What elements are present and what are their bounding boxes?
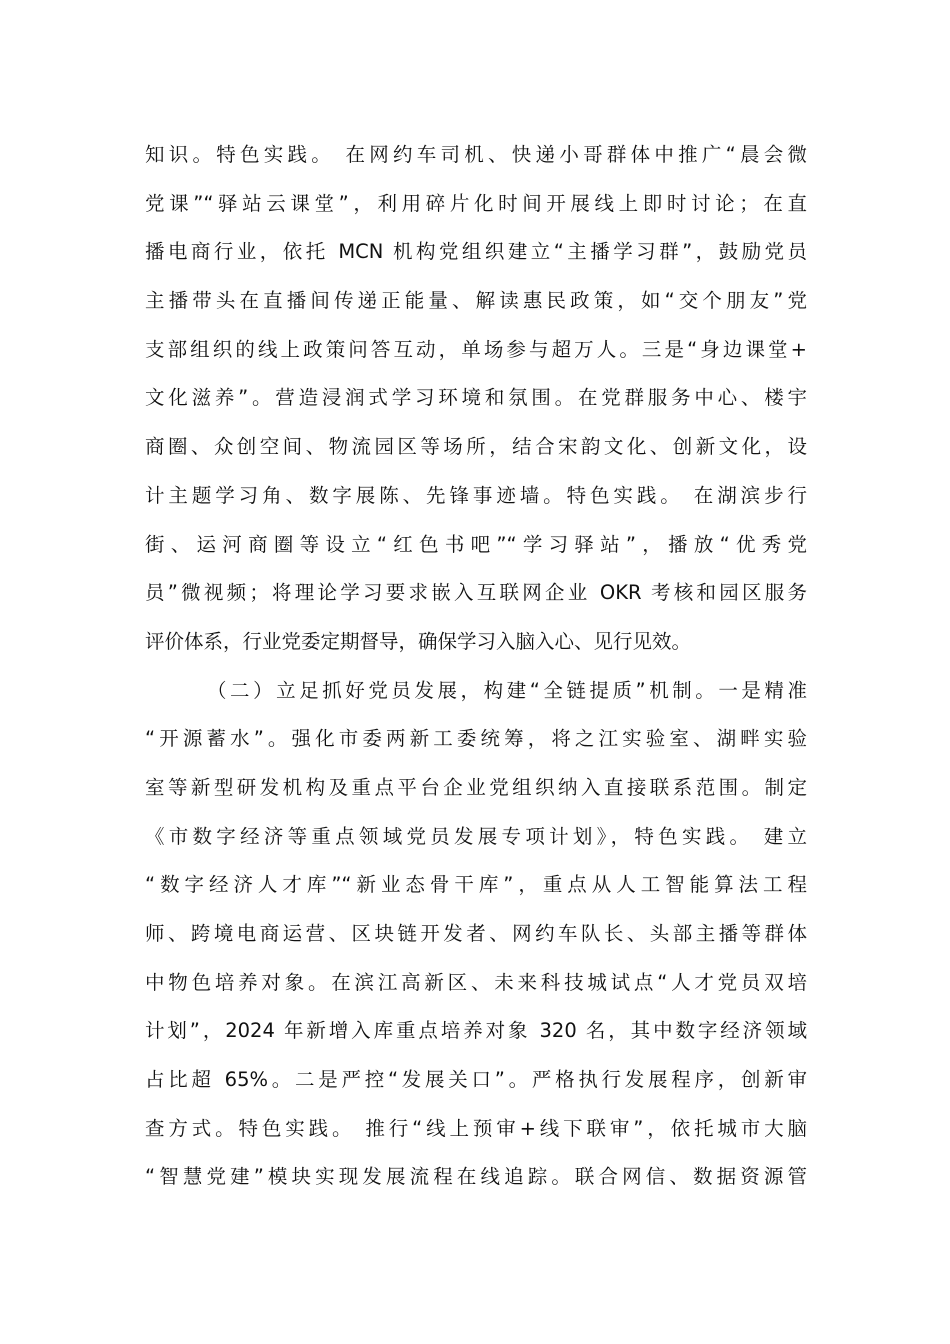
paragraph-1 (145, 131, 807, 667)
text-line: 主播带头在直播间传递正能量、解读惠民政策，如“交个朋友”党 (145, 289, 807, 313)
text-line: 播电商行业，依托 MCN 机构党组织建立“主播学习群”，鼓励党员 (145, 240, 807, 264)
text-line: 占比超 65%。二是严控“发展关口”。严格执行发展程序，创新审 (145, 1068, 807, 1092)
text-line: 《市数字经济等重点领域党员发展专项计划》，特色实践。 建立 (145, 824, 807, 848)
text-line: 商圈、众创空间、物流园区等场所，结合宋韵文化、创新文化，设 (145, 435, 807, 459)
text-line: 计主题学习角、数字展陈、先锋事迹墙。特色实践。 在湖滨步行 (145, 483, 807, 507)
text-line: 评价体系，行业党委定期督导，确保学习入脑入心、见行见效。 (145, 629, 692, 653)
text-line: 计划”，2024 年新增入库重点培养对象 320 名，其中数字经济领域 (145, 1019, 807, 1043)
text-line: 师、跨境电商运营、区块链开发者、网约车队长、头部主播等群体 (145, 922, 807, 945)
text-line: “开源蓄水”。强化市委两新工委统筹，将之江实验室、湖畔实验 (145, 727, 807, 751)
text-line: 支部组织的线上政策问答互动，单场参与超万人。三是“身边课堂+ (145, 337, 807, 361)
text-line: 查方式。特色实践。 推行“线上预审+线下联审”，依托城市大脑 (145, 1116, 807, 1140)
text-line: “数字经济人才库”“新业态骨干库”，重点从人工智能算法工程 (145, 873, 807, 897)
text-line: 党课”“驿站云课堂”，利用碎片化时间开展线上即时讨论；在直 (145, 191, 807, 215)
text-line: 知识。特色实践。 在网约车司机、快递小哥群体中推广“晨会微 (145, 143, 807, 166)
document-body (145, 131, 807, 1202)
text-line: 文化滋养”。营造浸润式学习环境和氛围。在党群服务中心、楼宇 (145, 386, 807, 410)
text-line: 室等新型研发机构及重点平台企业党组织纳入直接联系范围。制定 (145, 775, 807, 799)
text-line: 员”微视频；将理论学习要求嵌入互联网企业 OKR 考核和园区服务 (145, 581, 807, 605)
text-line: 街、运河商圈等设立“红色书吧”“学习驿站”，播放“优秀党 (145, 532, 807, 556)
text-line: 中物色培养对象。在滨江高新区、未来科技城试点“人才党员双培 (145, 970, 807, 994)
text-line: （二）立足抓好党员发展，构建“全链提质”机制。一是精准 (207, 678, 807, 702)
text-line: “智慧党建”模块实现发展流程在线追踪。联合网信、数据资源管 (145, 1165, 807, 1189)
paragraph-2 (145, 667, 807, 1203)
